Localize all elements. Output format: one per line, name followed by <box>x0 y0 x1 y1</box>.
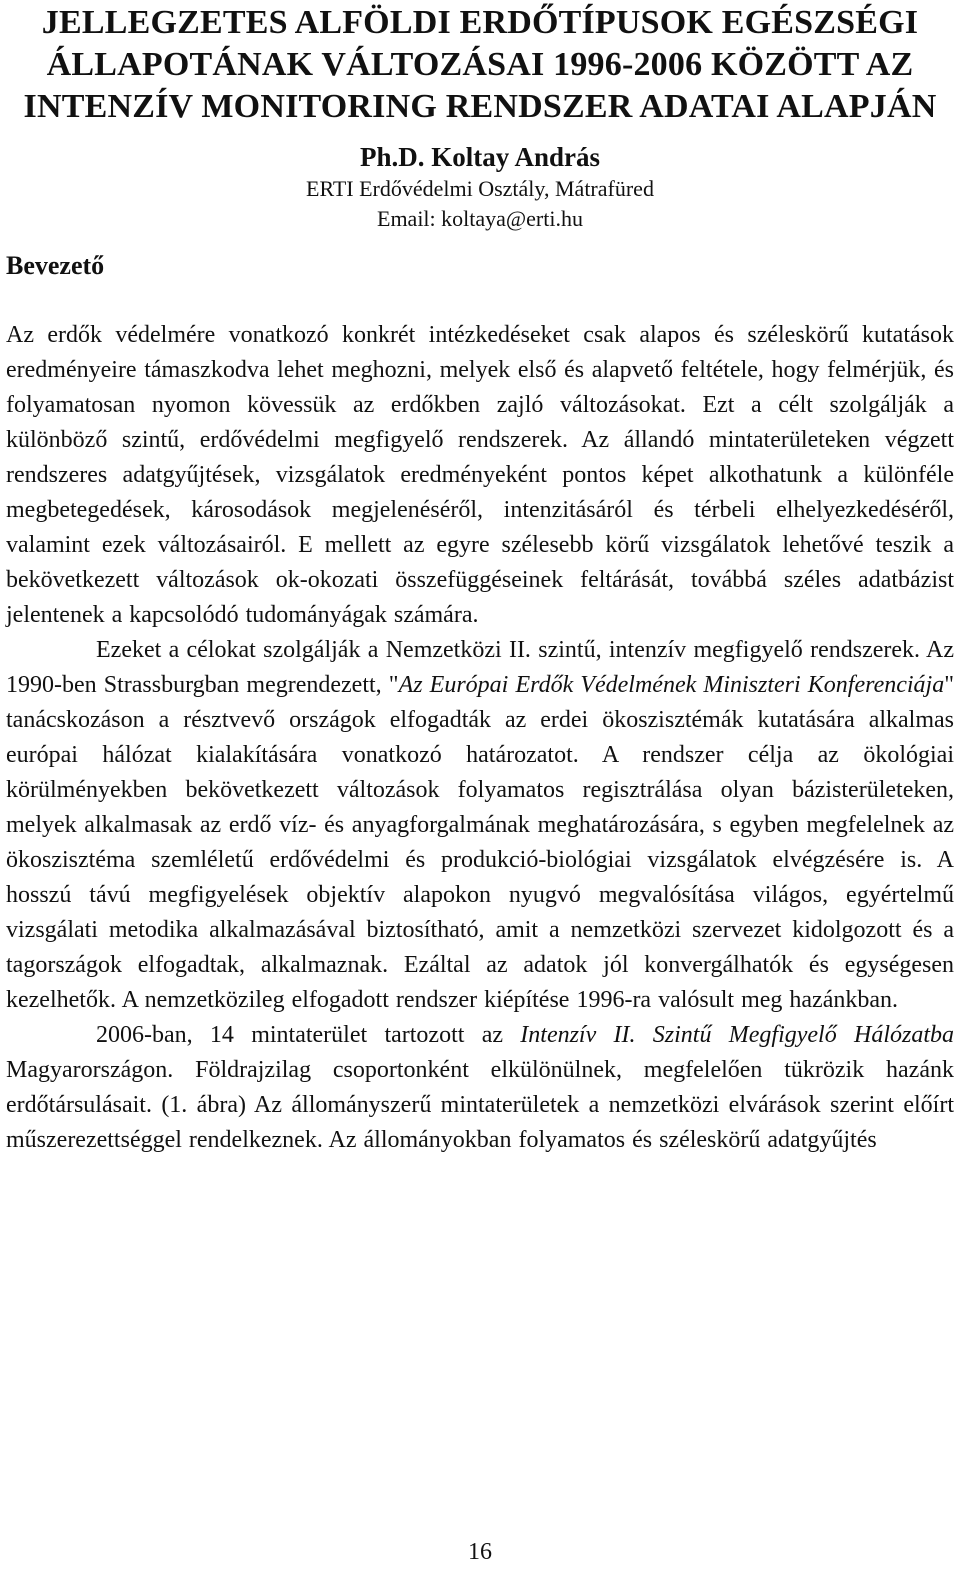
paragraph-3 <box>6 1018 954 1158</box>
paragraph-2-italic-conference-name: Az Európai Erdők Védelmének Miniszteri Konferenciája <box>398 672 945 698</box>
paragraph-2 <box>6 633 954 1018</box>
paper-title: JELLEGZETES ALFÖLDI ERDŐTÍPUSOK EGÉSZSÉGI ÁLLAPOTÁNAK VÁLTOZÁSAI 1996-2006 KÖZÖTT AZ INTENZÍV MONITORING RENDSZER ADATAI ALAPJÁN <box>23 4 937 125</box>
paragraph-3-text-start: 2006-ban, 14 mintaterület tartozott az <box>96 1022 521 1048</box>
paragraph-3-text-end: Magyarországon. Földrajzilag csoportonként elkülönülnek, megfelelően tükrözik hazánk erdőtársulásait. (1. ábra) Az állományszerű mintaterületek a nemzetközi elvárások szerint előírt műszerezettséggel rendelkeznek. Az állományokban folyamatos és széleskörű adatgyűjtés <box>6 1057 954 1153</box>
paragraph-1 <box>6 318 954 633</box>
paragraph-1-text: Az erdők védelmére vonatkozó konkrét intézkedéseket csak alapos és széleskörű kutatások eredményeire támaszkodva lehet meghozni, melyek első és alapvető feltétele, hogy felmérjük, és folyamatosan nyomon kövessük az erdőkben zajló változásokat. Ezt a célt szolgálják a különböző szintű, erdővédelmi megfigyelő rendszerek. Az állandó mintaterületeken végzett rendszeres adatgyűjtések, vizsgálatok eredményeként pontos képet alkothatunk a különféle megbetegedések, károsodások megjelenéséről, intenzitásáról és térbeli elhelyezkedéséről, valamint ezek változásairól. E mellett az egyre szélesebb körű vizsgálatok lehetővé teszik a bekövetkezett változások ok-okozati összefüggéseinek feltárását, továbbá széles adatbázist jelentenek a kapcsolódó tudományágak számára. <box>6 322 954 628</box>
author-affiliation: ERTI Erdővédelmi Osztály, Mátrafüred <box>306 176 654 201</box>
body-text <box>6 318 954 1158</box>
paragraph-2-text-end: " tanácskozáson a résztvevő országok elfogadták az erdei ökoszisztémák kutatására alkalmas európai hálózat kialakítására vonatkozó határozatot. A rendszer célja az ökológiai körülményekben bekövetkezett változások folyamatos regisztrálása olyan bázisterületeken, melyek alkalmasak az erdő víz- és anyagforgalmának meghatározására, s egyben megfelelnek az ökoszisztéma szemléletű erdővédelmi és produkció-biológiai vizsgálatok elvégzésére is. A hosszú távú megfigyelések objektív alapokon nyugvó megvalósítása világos, egyértelmű vizsgálati metodika alkalmazásával biztosítható, amit a nemzetközi szervezet kidolgozott és a tagországok elfogadtak, alkalmaznak. Ezáltal az adatok jól konvergálhatók és egységesen kezelhetők. A nemzetközileg elfogadott rendszer kiépítése 1996-ra valósult meg hazánkban. <box>6 672 955 1013</box>
author-email: Email: koltaya@erti.hu <box>377 206 583 231</box>
author-block <box>6 140 954 234</box>
paragraph-2-text-start: Ezeket a célokat szolgálják a Nemzetközi II. szintű, intenzív megfigyelő rendszerek. Az 1990-ben Strassburgban megrendezett, " <box>6 637 954 698</box>
document-page <box>6 0 954 1158</box>
section-heading-introduction: Bevezető <box>6 251 105 280</box>
author-name: Ph.D. Koltay András <box>359 142 601 172</box>
page-number: 16 <box>468 1539 492 1565</box>
paragraph-3-italic-network-name: Intenzív II. Szintű Megfigyelő Hálózatba <box>520 1022 954 1048</box>
